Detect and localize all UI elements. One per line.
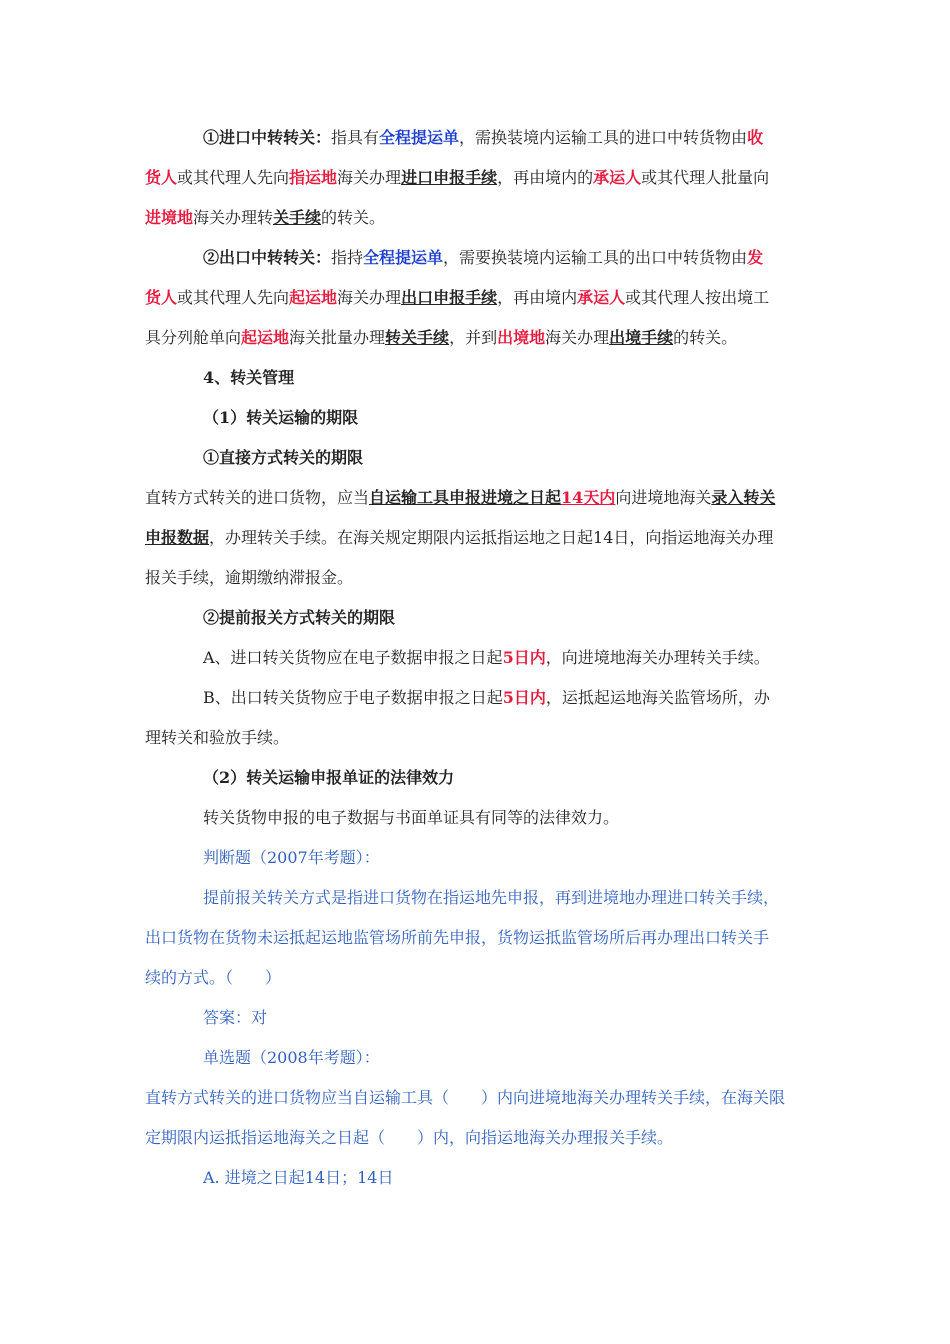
q2-line2: 定期限内运抵指运地海关之日起（ ）内，向指运地海关办理报关手续。 xyxy=(145,1128,674,1147)
q1-line1: 提前报关转关方式是指进口货物在指运地先申报，再到进境地办理进口转关手续， xyxy=(203,888,780,907)
para1-line3: 进境地海关办理转关手续的转关。 xyxy=(145,208,386,227)
q2-option-a: A. 进境之日起14日；14日 xyxy=(203,1168,394,1187)
para3-line1: 直转方式转关的进口货物，应当自运输工具申报进境之日起14天内向进境地海关录入转关 xyxy=(145,488,776,507)
section-4-heading: 4、转关管理 xyxy=(203,368,295,387)
item-b-line1: B、出口转关货物应于电子数据申报之日起5日内，运抵起运地海关监管场所，办 xyxy=(203,688,770,707)
subsection-2-heading: （2）转关运输申报单证的法律效力 xyxy=(203,768,455,787)
subsection-1-heading: （1）转关运输的期限 xyxy=(203,408,359,427)
subsection-1b-heading: ②提前报关方式转关的期限 xyxy=(203,608,396,627)
q2-header: 单选题（2008年考题）： xyxy=(203,1048,380,1067)
item-a: A、进口转关货物应在电子数据申报之日起5日内，向进境地海关办理转关手续。 xyxy=(203,648,770,667)
para3-line2: 申报数据，办理转关手续。在海关规定期限内运抵指运地之日起14日，向指运地海关办理 xyxy=(145,528,774,547)
subsection-1a-heading: ①直接方式转关的期限 xyxy=(203,448,364,467)
para4: 转关货物申报的电子数据与书面单证具有同等的法律效力。 xyxy=(203,808,620,827)
para2-line1: ②出口中转转关：指持全程提运单，需要换装境内运输工具的出口中转货物由发 xyxy=(203,248,764,267)
para1-line2: 货人或其代理人先向指运地海关办理进口申报手续，再由境内的承运人或其代理人批量向 xyxy=(145,168,770,187)
para3-line3: 报关手续，逾期缴纳滞报金。 xyxy=(145,568,354,587)
q1-line2: 出口货物在货物未运抵起运地监管场所前先申报，货物运抵监管场所后再办理出口转关手 xyxy=(145,928,770,947)
q1-header: 判断题（2007年考题）： xyxy=(203,848,380,867)
para1-line1: ①进口中转转关：指具有全程提运单，需换装境内运输工具的进口中转货物由收 xyxy=(203,128,764,147)
item-b-line2: 理转关和验放手续。 xyxy=(145,728,290,747)
q2-line1: 直转方式转关的进口货物应当自运输工具（ ）内向进境地海关办理转关手续，在海关限 xyxy=(145,1088,786,1107)
para2-line3: 具分列舱单向起运地海关批量办理转关手续，并到出境地海关办理出境手续的转关。 xyxy=(145,328,738,347)
q1-answer: 答案：对 xyxy=(203,1008,268,1027)
q1-line3: 续的方式。（ ） xyxy=(145,968,282,987)
para2-line2: 货人或其代理人先向起运地海关办理出口申报手续，再由境内承运人或其代理人按出境工 xyxy=(145,288,770,307)
